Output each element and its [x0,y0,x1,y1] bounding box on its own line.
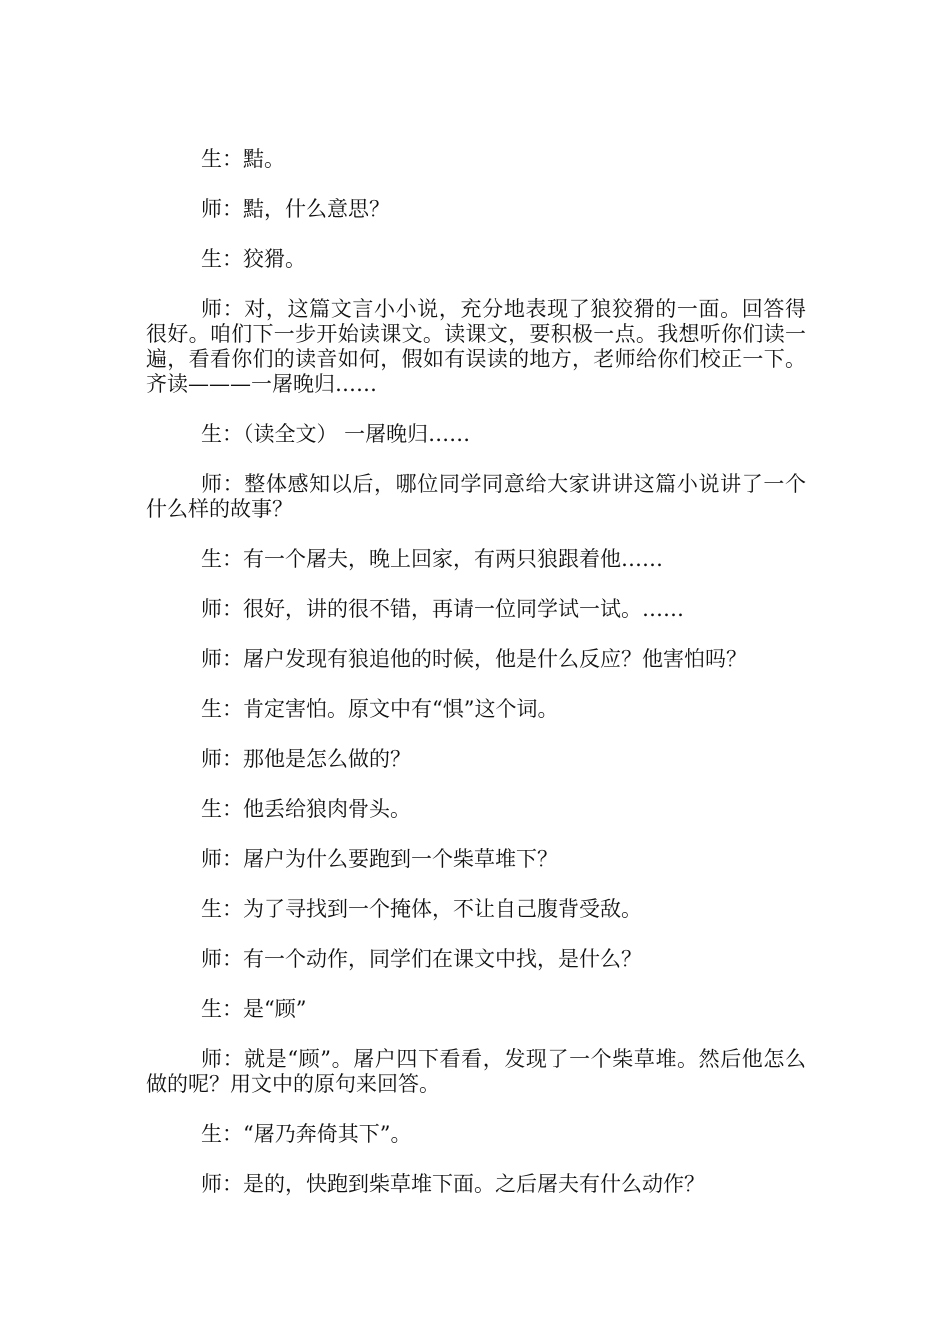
paragraph: 师：屠户为什么要跑到一个柴草堆下？ [201,847,558,871]
paragraph: 生：（读全文） 一屠晚归…… [201,422,471,446]
paragraph: 师：整体感知以后，哪位同学同意给大家讲讲这篇小说讲了一个什么样的故事？ [146,472,806,521]
paragraph: 师：那他是怎么做的？ [201,747,411,771]
paragraph: 师：就是“顾”。屠户四下看看，发现了一个柴草堆。然后他怎么做的呢？用文中的原句来回答。 [146,1047,806,1096]
paragraph: 生：肯定害怕。原文中有“惧”这个词。 [201,697,559,721]
paragraph: 生：为了寻找到一个掩体，不让自己腹背受敌。 [201,897,642,921]
paragraph: 生：有一个屠夫，晚上回家，有两只狼跟着他…… [201,547,663,571]
paragraph: 生：狡猾。 [201,247,306,271]
paragraph: 师：屠户发现有狼追他的时候，他是什么反应？他害怕吗？ [201,647,747,671]
paragraph: 生：是“顾” [201,997,307,1021]
document-body [146,147,806,1222]
paragraph: 生：“屠乃奔倚其下”。 [201,1122,412,1146]
paragraph: 师：黠，什么意思？ [201,197,390,221]
paragraph: 师：是的，快跑到柴草堆下面。之后屠夫有什么动作？ [201,1172,705,1196]
paragraph: 师：有一个动作，同学们在课文中找，是什么？ [201,947,642,971]
paragraph: 生：黠。 [201,147,285,171]
paragraph: 师：对，这篇文言小小说，充分地表现了狼狡猾的一面。回答得很好。咱们下一步开始读课文。读课文，要积极一点。我想听你们读一遍，看看你们的读音如何，假如有误读的地方，老师给你们校正一下。齐读———一屠晚归…… [146,297,806,396]
paragraph: 生：他丢给狼肉骨头。 [201,797,411,821]
paragraph: 师：很好，讲的很不错，再请一位同学试一试。…… [201,597,684,621]
